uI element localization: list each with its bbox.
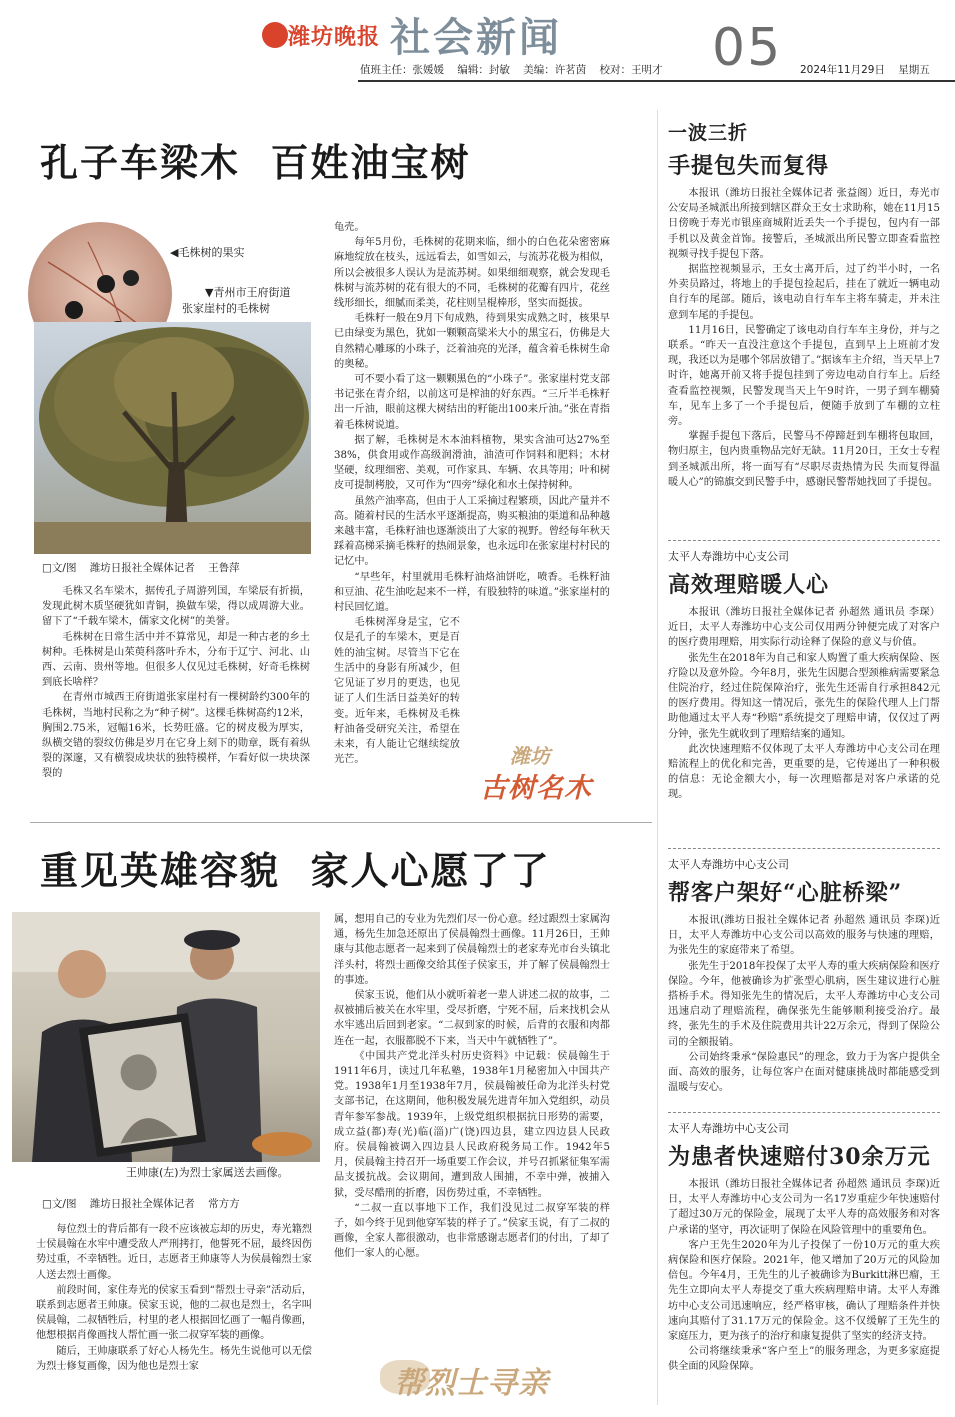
section-divider xyxy=(30,822,652,823)
caption-fruit: ◀毛株树的果实 xyxy=(170,246,245,259)
column-divider xyxy=(657,110,658,1405)
story2-credit: □文/图 潍坊日报社全媒体记者 常方方 xyxy=(42,1198,240,1210)
news-kicker: 一波三折 xyxy=(668,122,749,144)
paragraph: 可不要小看了这一颗颗黑色的“小珠子”。张家崖村党支部书记张在青介绍，以前这可是榨油的好东西。“三斤半毛株籽出一斤油，眼前这棵大树结出的籽能出100来斤油。”张在青指着毛株树说道。 xyxy=(334,374,610,431)
section-title: 社会新闻 xyxy=(390,14,562,61)
news-title: 为患者快速赔付30余万元 xyxy=(668,1144,931,1170)
paragraph: 掌握手提包下落后，民警马不停蹄赶到车棚将包取回，物归原主，包内贵重物品完好无缺。11月20日，王女士专程到圣城派出所，将一面写有“尽职尽责热情为民 失而复得温暖人心”的锦旗交到民警手中，感谢民警帮她找回了手提包。 xyxy=(668,431,940,488)
paragraph: 公司将继续秉承“客户至上”的服务理念，为更多家庭提供全面的风险保障。 xyxy=(668,1346,940,1373)
paragraph: 前段时间，家住寿光的侯家玉看到“帮烈士寻亲”活动后，联系到志愿者王帅康。侯家玉说，他的二叔也是烈士，名字叫侯晨翰，二叔牺牲后，村里的老人根据回忆画了一幅肖像画，他想根据肖像画找人帮忙画一张二叔穿军装的画像。 xyxy=(36,1284,312,1342)
news-separator xyxy=(668,848,940,849)
story2-col1 xyxy=(36,1222,312,1410)
paragraph: 张先生于2018年投保了太平人寿的重大疾病保险和医疗保险。今年，他被确诊为扩张型心肌病，医生建议进行心脏搭桥手术。得知张先生的情况后，太平人寿潍坊中心支公司迅速启动了理赔流程，确保张先生能够顺利接受治疗。最终，张先生的手术及住院费用共计22万余元，得到了保险公司的全额报销。 xyxy=(668,960,940,1048)
staff-line: 值班主任：张媛媛 编辑：封敏 美编：许茗茵 校对：王明才 xyxy=(360,64,663,76)
paragraph: “二叔一直以事地下工作，我们没见过二叔穿军装的样子，如今终于见到他穿军装的样子了。”侯家玉说，有了二叔的画像，全家人都很激动，也非常感谢志愿者们的付出，了却了他们一家人的心愿。 xyxy=(334,1202,610,1260)
story2-headline: 重见英雄容貌 家人心愿了了 xyxy=(40,848,551,893)
paragraph: 侯家玉说，他们从小就听着老一辈人讲述二叔的故事，二叔被捕后被关在水牢里，受尽折磨，宁死不屈，后来找机会从水牢逃出后回到老家。“二叔到家的时候，后背的衣服和肉都连在一起，衣服都脱不下来，当天中午就牺牲了”。 xyxy=(334,990,610,1047)
issue-date: 2024年11月29日 星期五 xyxy=(800,64,930,76)
paragraph: 毛株树在日常生活中并不算常见，却是一种古老的乡土树种。毛株树是山茱萸科落叶乔木，分布于辽宁、河北、山西、云南、贵州等地。但很多人仅见过毛株树，好奇毛株树到底长啥样？ xyxy=(42,631,310,689)
paragraph: “早些年，村里就用毛株籽油烙油饼吃，喷香。毛株籽油和豆油、花生油吃起来不一样，有股独特的味道。”张家崖村的村民回忆道。 xyxy=(334,571,610,614)
news-kicker: 太平人寿潍坊中心支公司 xyxy=(668,1122,789,1135)
paragraph: 此次快速理赔不仅体现了太平人寿潍坊中心支公司在理赔流程上的优化和完善，更重要的是，它传递出了一种积极的信息：无论金额大小，每一次理赔都是对客户承诺的兑现。 xyxy=(668,743,940,801)
paragraph: 据了解，毛株树是木本油料植物，果实含油可达27%至38%，供食用或作高级润滑油，油渣可作饲料和肥料；木材坚硬，纹理细密、美观，可作家具、车辆、农具等用；叶和树皮可提制栲胶，又可作为“四旁”绿化和水土保持树种。 xyxy=(334,434,610,492)
right-news-4 xyxy=(668,1120,940,1417)
news-title: 帮客户架好“心脏桥梁” xyxy=(668,880,903,906)
news-body xyxy=(668,1177,940,1417)
right-news-3 xyxy=(668,856,940,1109)
story1-credit: □文/图 潍坊日报社全媒体记者 王鲁萍 xyxy=(42,562,240,574)
paragraph: 《中国共产党北洋头村历史资料》中记载：侯晨翰生于1911年6月，读过几年私塾，1938年1月秘密加入中国共产党。1938年1月至1938年7月，侯晨翰被任命为北洋头村党支部书记，在这期间，他积极发展先进青年加入党组织，动员青年参军参战。1939年，上级党组织根据抗日形势的需要，成立益(都)寿(光)临(淄)广(饶)四边县，建立四边县人民政府。侯晨翰被调入四边县人民政府税务局工作。1942年5月，侯晨翰主持召开一场重要工作会议，并号召抓紧征集军需品支援抗战。会议期间，遭到敌人围捕，不幸中弹，被捕入狱，受尽酷刑的折磨，因伤势过重，不幸牺牲。 xyxy=(334,1050,610,1199)
story2-col2 xyxy=(334,912,610,1332)
paragraph: 每位烈士的背后都有一段不应该被忘却的历史，寿光籍烈士侯晨翰在水牢中遭受敌人严刑拷打，他誓死不屈，最终因伤势过重，不幸牺牲。近日，志愿者王帅康等人为侯晨翰烈士家人送去烈士画像。 xyxy=(36,1224,312,1281)
paragraph: 本报讯(潍坊日报社全媒体记者 孙超然 通讯员 李琛)近日，太平人寿潍坊中心支公司以高效的服务与快速的理赔，为张先生的家庭带来了希望。 xyxy=(668,915,940,957)
page-number: 05 xyxy=(712,18,783,78)
paragraph: 公司始终秉承“保险惠民”的理念，致力于为客户提供全面、高效的服务，让每位客户在面对健康挑战时都能感受到温暖与安心。 xyxy=(668,1051,940,1094)
story1-headline: 孔子车梁木 百姓油宝树 xyxy=(40,140,471,185)
story1-col2 xyxy=(334,220,610,810)
news-body xyxy=(668,186,940,570)
portrait-photo xyxy=(12,912,320,1162)
ancient-tree-stamp xyxy=(480,740,610,810)
paragraph: 随后，王帅康联系了好心人杨先生。杨先生说他可以无偿为烈士修复画像，因为他也是烈士家 xyxy=(36,1345,312,1372)
right-news-1 xyxy=(668,118,940,570)
tree-photo xyxy=(34,322,311,554)
caption-tree-1: ▼青州市王府街道 xyxy=(205,286,291,299)
paragraph: 11月16日，民警确定了该电动自行车车主身份，并与之联系。“昨天一直没注意这个手提包，直到早上上班前才发现，我还以为是哪个邻居放错了。”据该车主介绍，当天早上7时许，她离开前又将手提包挂到了旁边电动自行车上。后经查看监控视频，民警发现当天上午9时许，一男子到车棚骑车，见车上多了一个手提包后，便随手放到了车棚的立柱旁。 xyxy=(668,324,940,428)
story2-photo-caption: 王帅康(左)为烈士家属送去画像。 xyxy=(126,1166,289,1179)
paragraph: 毛株树浑身是宝，它不仅是孔子的车梁木，更是百姓的油宝树。尽管当下它在生活中的身影有所减少，但它见证了岁月的更迭，也见证了人们生活日益美好的转变。近年来，毛株树及毛株籽油备受研究关注，希望在未来，有人能让它继续绽放光芒。 xyxy=(334,617,460,766)
paragraph: 本报讯（潍坊日报社全媒体记者 孙超然 通讯员 李琛）近日，太平人寿潍坊中心支公司仅用两分钟便完成了对客户的医疗费用理赔，用实际行动诠释了保险的意义与价值。 xyxy=(668,607,940,649)
news-title: 高效理赔暖人心 xyxy=(668,572,830,598)
news-separator xyxy=(668,540,940,541)
paragraph: 龟壳。 xyxy=(334,222,365,233)
news-kicker: 太平人寿潍坊中心支公司 xyxy=(668,550,789,563)
paragraph: 在青州市城西王府街道张家崖村有一棵树龄约300年的毛株树，当地村民称之为“种子树”。这棵毛株树高约12米，胸围2.75米，冠幅16米，长势旺盛。它的树皮极为厚实，纵横交错的裂纹仿佛是岁月在它身上刻下的勋章，既有着纵裂的深邃，又有横裂成块状的独特模样，乍看好似一块块深裂的 xyxy=(42,692,310,780)
people-with-portrait-icon xyxy=(12,912,320,1162)
masthead-rule xyxy=(358,80,955,82)
masthead xyxy=(0,0,955,82)
stamp-line2: 古树名木 xyxy=(480,773,592,804)
news-kicker: 太平人寿潍坊中心支公司 xyxy=(668,858,789,871)
paragraph: 每年5月份，毛株树的花期来临，细小的白色花朵密密麻麻地绽放在枝头，远远看去，如雪如云，与流苏花极为相似，所以会被很多人误认为是流苏树。如果细细观察，就会发现毛株树与流苏树的花有很大的不同，毛株树的花瓣有四片，花丝线形细长，细腻而柔美，花柱则呈棍棒形，坚实而挺拔。 xyxy=(334,237,610,310)
news-body xyxy=(668,605,940,845)
news-body xyxy=(668,913,940,1109)
newspaper-logo-icon xyxy=(262,22,288,48)
paragraph: 本报讯（潍坊日报社全媒体记者 张益阁）近日，寿光市公安局圣城派出所接到辖区群众王女士求助称，她在11月15日傍晚于寿光市银座商城附近丢失一个手提包，包内有一部手机以及黄金首饰。接警后，圣城派出所民警立即查看监控视频寻找手提包下落。 xyxy=(668,188,940,260)
tree-icon xyxy=(34,322,311,554)
news-separator xyxy=(668,1112,940,1113)
paragraph: 客户王先生2020年为儿子投保了一份10万元的重大疾病保险和医疗保险。2021年，他又增加了20万元的风险加倍包。今年4月，王先生的儿子被确诊为Burkitt淋巴瘤，王先生立即向太平人寿提交了重大疾病理赔申请。太平人寿潍坊中心支公司迅速响应，经严格审核，确认了理赔条件并快速向其赔付了31.17万元的保险金。这不仅缓解了王先生的家庭压力，更为孩子的治疗和康复提供了坚实的经济支持。 xyxy=(668,1239,940,1343)
paragraph: 本报讯（潍坊日报社全媒体记者 孙超然 通讯员 李琛)近日，太平人寿潍坊中心支公司为一名17岁重症少年快速赔付了超过30万元的保险金，展现了太平人寿的高效服务和对客户承诺的坚守，再次证明了保险在风险管理中的重要角色。 xyxy=(668,1179,940,1236)
paragraph: 属，想用自己的专业为先烈们尽一份心意。经过跟烈士家属沟通，杨先生加急还原出了侯晨翰烈士画像。11月26日，王帅康与其他志愿者一起来到了侯晨翰烈士的老家寿光市台头镇北洋头村，将烈士画像交给其侄子侯家玉，并了解了侯晨翰烈士的事迹。 xyxy=(334,914,610,986)
martyr-search-stamp xyxy=(380,1352,610,1402)
caption-tree-2: 张家崖村的毛株树 xyxy=(182,302,270,315)
right-news-2 xyxy=(668,548,940,845)
news-title: 手提包失而复得 xyxy=(668,153,830,179)
stamp-text: 帮烈士寻亲 xyxy=(394,1366,549,1401)
paragraph: 毛株又名车梁木，据传孔子周游列国，车梁辰有折损，发现此树木质坚硬犹如青铜，换做车梁，得以成周游大业。留下了“千载车梁木，儒家文化树”的美誉。 xyxy=(42,586,310,628)
stamp-line1: 潍坊 xyxy=(510,744,550,768)
newspaper-logo: 潍坊晚报 xyxy=(288,25,381,50)
paragraph: 据监控视频显示，王女士离开后，过了约半小时，一名外卖员路过，将地上的手提包捡起后，挂在了就近一辆电动自行车的尾部。随后，该电动自行车车主将车骑走，并未注意到车尾的手提包。 xyxy=(668,264,940,321)
paragraph: 张先生在2018年为自己和家人购置了重大疾病保险、医疗险以及意外险。今年8月，张先生因腮合型颈椎病需要紧急住院治疗，经过住院保障治疗，张先生还需自行承担842元的医疗费用。得知这一情况后，张先生的保险代理人上门帮助他通过太平人寿“秒赔”系统提交了理赔申请，仅仅过了两分钟，张先生就收到了理赔结案的通知。 xyxy=(668,652,940,740)
paragraph: 毛株籽一般在9月下旬成熟，待到果实成熟之时，核果早已由绿变为黑色，犹如一颗颗高粱米大小的黑宝石，仿佛是大自然精心雕琢的小珠子，泛着油亮的光泽，蕴含着毛株树生命的奥秘。 xyxy=(334,313,610,370)
paragraph: 虽然产油率高，但由于人工采摘过程繁琐，因此产量并不高。随着村民的生活水平逐渐提高，购买粮油的渠道和品种越来越丰富，毛株籽油也逐渐淡出了大家的视野。曾经每年秋天踩着高梯采摘毛株籽的热闹景象，也永远印在张家崖村村民的记忆中。 xyxy=(334,495,610,568)
story1-col1 xyxy=(42,584,310,812)
